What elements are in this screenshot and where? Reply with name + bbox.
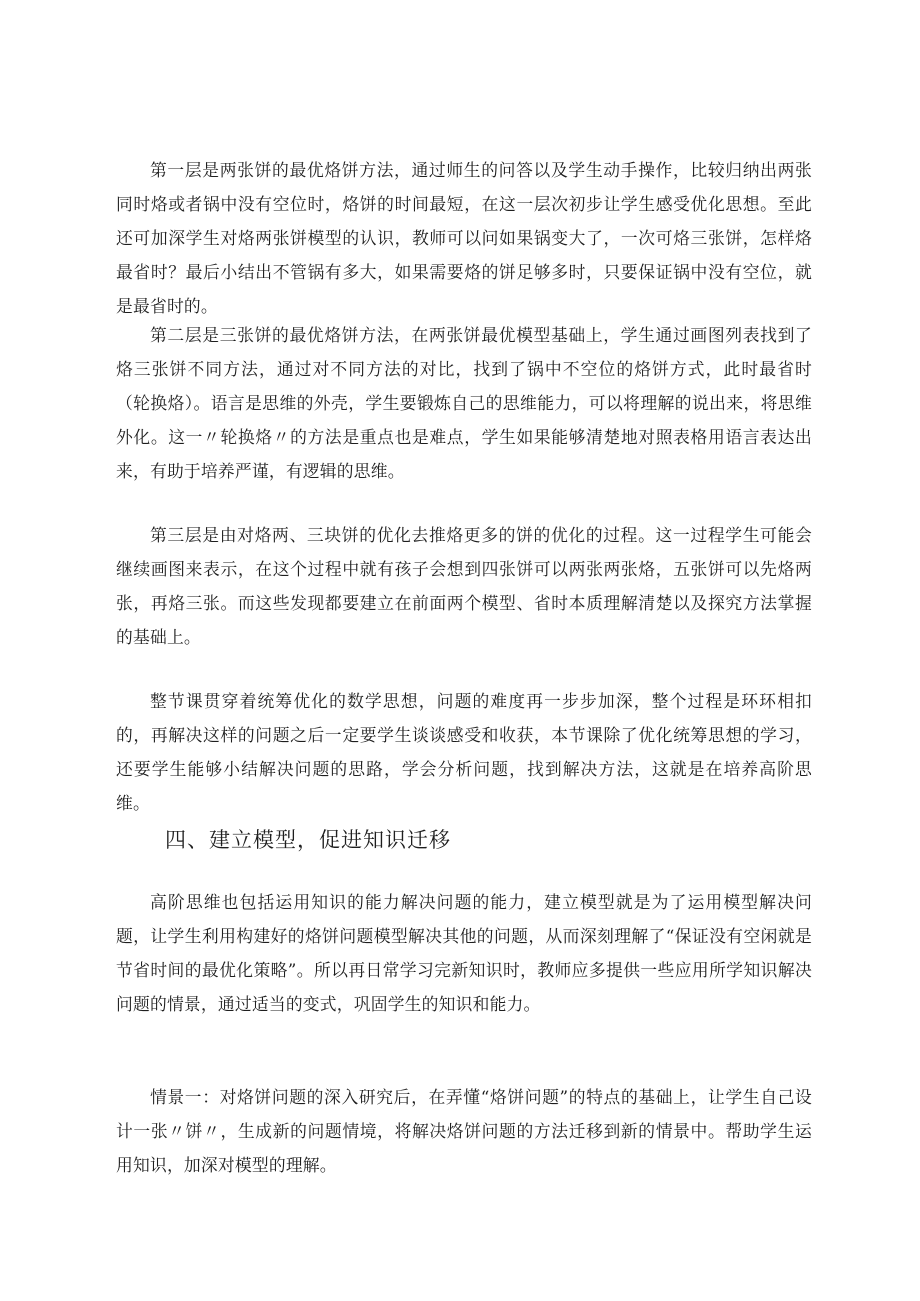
paragraph-scenario-one: 情景一：对烙饼问题的深入研究后，在弄懂“烙饼问题”的特点的基础上，让学生自己设计一张〃饼〃，生成新的问题情境，将解决烙饼问题的方法迁移到新的情景中。帮助学生运用知识，加深对模型的理解。 [116, 1087, 812, 1175]
paragraph-summary: 整节课贯穿着统筹优化的数学思想，问题的难度再一步步加深，整个过程是环环相扣的，再解决这样的问题之后一定要学生谈谈感受和收获，本节课除了优化统筹思想的学习，还要学生能够小结解决问题的思路，学会分析问题，找到解决方法，这就是在培养高阶思维。 [116, 691, 812, 813]
paragraph-model-intro: 高阶思维也包括运用知识的能力解决问题的能力，建立模型就是为了运用模型解决问题，让学生利用构建好的烙饼问题模型解决其他的问题，从而深刻理解了“保证没有空闲就是节省时间的最优化策略”。所以再日常学习完新知识时，教师应多提供一些应用所学知识解决问题的情景，通过适当的变式，巩固学生的知识和能力。 [116, 892, 812, 1014]
section-heading: 四、建立模型，促进知识迁移 [165, 828, 451, 852]
paragraph-layer-one: 第一层是两张饼的最优烙饼方法，通过师生的问答以及学生动手操作，比较归纳出两张同时烙或者锅中没有空位时，烙饼的时间最短，在这一层次初步让学生感受优化思想。至此还可加深学生对烙两张饼模型的认识，教师可以问如果锅变大了，一次可烙三张饼，怎样烙最省时？最后小结出不管锅有多大，如果需要烙的饼足够多时，只要保证锅中没有空位，就是最省时的。 [116, 160, 812, 316]
paragraph-layer-two: 第二层是三张饼的最优烙饼方法，在两张饼最优模型基础上，学生通过画图列表找到了烙三张饼不同方法，通过对不同方法的对比，找到了锅中不空位的烙饼方式，此时最省时（轮换烙）。语言是思维的外壳，学生要锻炼自己的思维能力，可以将理解的说出来，将思维外化。这一〃轮换烙〃的方法是重点也是难点，学生如果能够清楚地对照表格用语言表达出来，有助于培养严谨，有逻辑的思维。 [116, 325, 812, 481]
paragraph-layer-three: 第三层是由对烙两、三块饼的优化去推烙更多的饼的优化的过程。这一过程学生可能会继续画图来表示，在这个过程中就有孩子会想到四张饼可以两张两张烙，五张饼可以先烙两张，再烙三张。而这些发现都要建立在前面两个模型、省时本质理解清楚以及探究方法掌握的基础上。 [116, 525, 812, 647]
